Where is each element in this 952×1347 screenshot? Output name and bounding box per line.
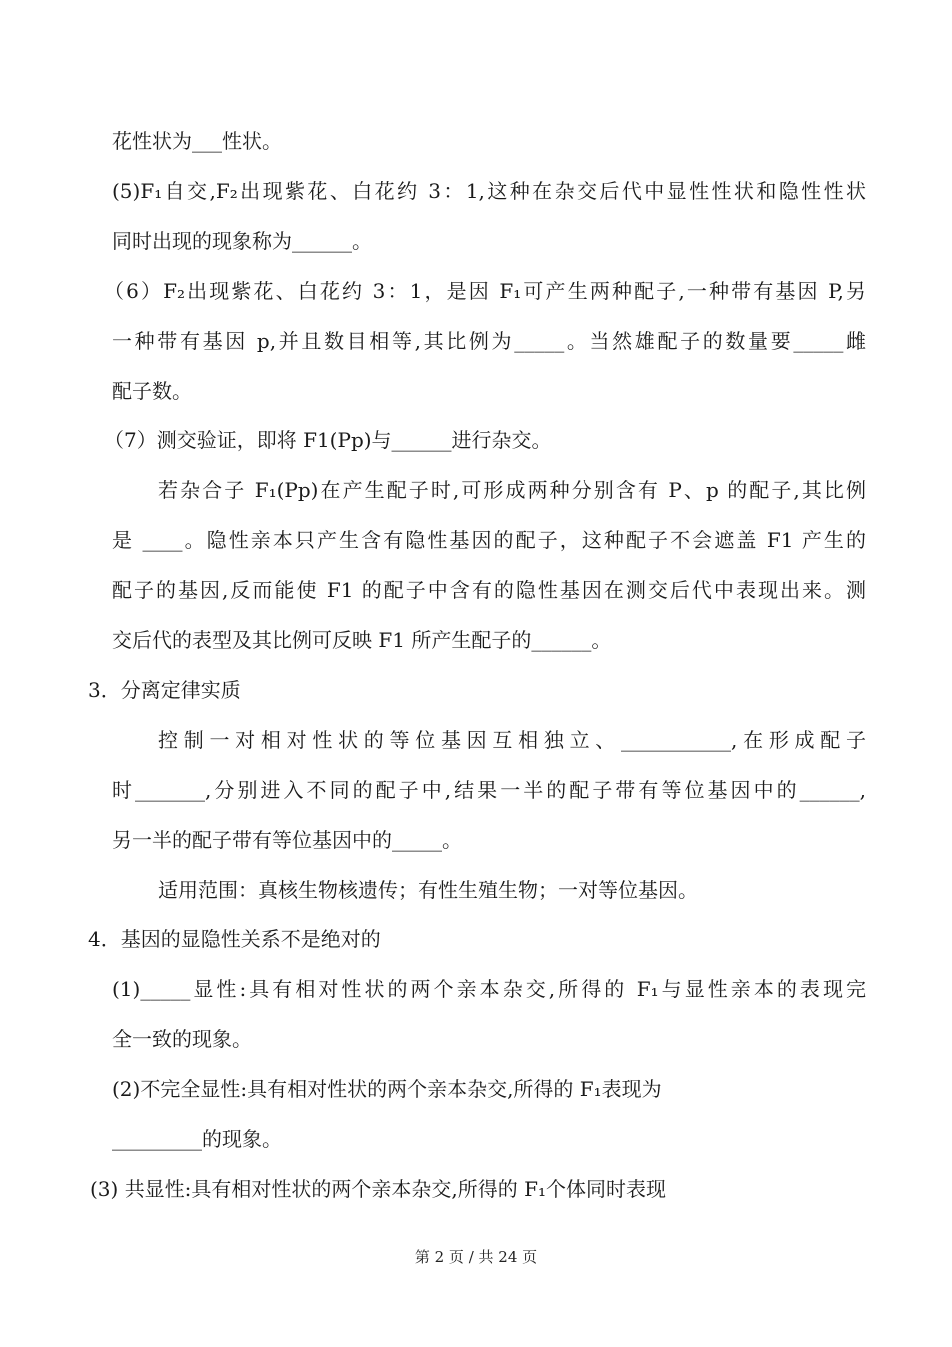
text-line: 3．分离定律实质: [88, 677, 241, 702]
text-line: 全一致的现象。: [112, 1027, 252, 1052]
text-line: 配子的基因,反而能使 F1 的配子中含有的隐性基因在测交后代中表现出来。测: [112, 578, 866, 603]
text-line: 适用范围：真核生物核遗传；有性生殖生物；一对等位基因。: [158, 877, 698, 902]
text-line: _________的现象。: [112, 1127, 282, 1151]
text-line: (1)_____显性:具有相对性状的两个亲本杂交,所得的 F₁与显性亲本的表现完: [112, 977, 866, 1002]
text-line: 控制一对相对性状的等位基因互相独立、___________,在形成配子: [158, 727, 866, 752]
text-line: (2)不完全显性:具有相对性状的两个亲本杂交,所得的 F₁表现为: [112, 1077, 662, 1102]
text-line: 一种带有基因 p,并且数目相等,其比例为_____。当然雄配子的数量要_____雌: [112, 328, 866, 353]
text-line: 若杂合子 F₁(Pp)在产生配子时,可形成两种分别含有 P、p 的配子,其比例: [158, 478, 866, 503]
page-footer: 第 2 页 / 共 24 页: [414, 1248, 538, 1266]
text-line: 配子数。: [112, 378, 192, 403]
text-line: 花性状为___性状。: [112, 129, 282, 153]
text-line: (5)F₁自交,F₂出现紫花、白花约 3：1,这种在杂交后代中显性性状和隐性性状: [112, 178, 866, 203]
text-line: （7）测交验证，即将 F1(Pp)与______进行杂交。: [104, 428, 552, 453]
text-line: (3) 共显性:具有相对性状的两个亲本杂交,所得的 F₁个体同时表现: [90, 1176, 667, 1201]
text-line: 是 ____。隐性亲本只产生含有隐性基因的配子，这种配子不会遮盖 F1 产生的: [112, 528, 866, 553]
text-line: 4．基因的显隐性关系不是绝对的: [88, 927, 381, 952]
text-line: 另一半的配子带有等位基因中的_____。: [112, 827, 462, 852]
text-line: 交后代的表型及其比例可反映 F1 所产生配子的______。: [112, 628, 612, 652]
text-line: （6）F₂出现紫花、白花约 3：1，是因 F₁可产生两种配子,一种带有基因 P,另: [104, 278, 866, 303]
text-line: 同时出现的现象称为______。: [112, 228, 372, 253]
text-line: 时_______,分别进入不同的配子中,结果一半的配子带有等位基因中的______,: [112, 777, 866, 802]
